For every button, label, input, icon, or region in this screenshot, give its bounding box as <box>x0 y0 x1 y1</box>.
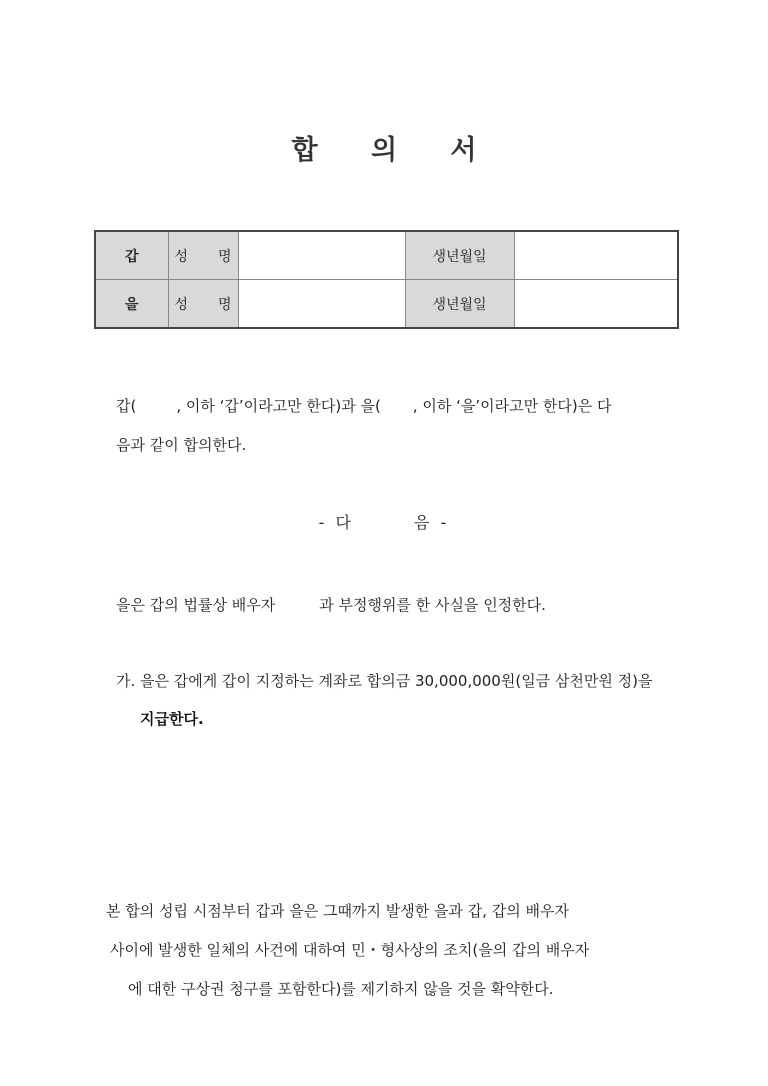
name-value-field[interactable] <box>238 280 405 329</box>
heading-right: 음 - <box>414 513 450 532</box>
dob-label: 생년월일 <box>405 231 514 280</box>
dob-value-field[interactable] <box>514 231 678 280</box>
name-label <box>168 231 238 280</box>
clause-3-line-1: 본 합의 성립 시점부터 갑과 을은 그때까지 발생한 을과 갑, 갑의 배우자 <box>106 902 569 920</box>
intro-line-2: 음과 같이 합의한다. <box>116 436 247 454</box>
intro-part1: 갑( <box>116 397 137 415</box>
table-row-eul <box>95 280 678 329</box>
party-label: 을 <box>95 280 168 329</box>
clause-3-line-3: 에 대한 구상권 청구를 포함한다)를 제기하지 않을 것을 확약한다. <box>128 980 554 998</box>
table-row-gap <box>95 231 678 280</box>
name-label-part1: 성 <box>174 248 188 265</box>
name-label-part2: 명 <box>218 248 232 265</box>
page-title: 합 의 서 <box>291 135 499 166</box>
heading-left: - 다 <box>318 513 354 532</box>
intro-part3: , 이하 ‘을’이라고만 한다)은 다 <box>412 397 612 415</box>
dob-label: 생년월일 <box>405 280 514 329</box>
name-label-part1: 성 <box>174 296 188 313</box>
name-label-part2: 명 <box>218 296 232 313</box>
name-value-field[interactable] <box>238 231 405 280</box>
dob-value-field[interactable] <box>514 280 678 329</box>
parties-table <box>94 230 679 329</box>
clause-1 <box>116 594 546 615</box>
intro-part2: , 이하 ‘갑’이라고만 한다)과 을( <box>176 397 381 415</box>
party-label: 갑 <box>95 231 168 280</box>
intro-line-1 <box>116 395 611 416</box>
name-label <box>168 280 238 329</box>
clause-3-line-2: 사이에 발생한 일체의 사건에 대하여 민・형사상의 조치(을의 갑의 배우자 <box>110 941 590 959</box>
clause-2-line-2: 지급한다. <box>140 710 204 728</box>
clause-1-part2: 과 부정행위를 한 사실을 인정한다. <box>319 596 546 614</box>
section-heading <box>0 510 768 533</box>
clause-2-line-1: 가. 을은 갑에게 갑이 지정하는 계좌로 합의금 30,000,000원(일금 삼천만원 정)을 <box>116 672 653 690</box>
clause-1-part1: 을은 갑의 법률상 배우자 <box>116 596 276 614</box>
